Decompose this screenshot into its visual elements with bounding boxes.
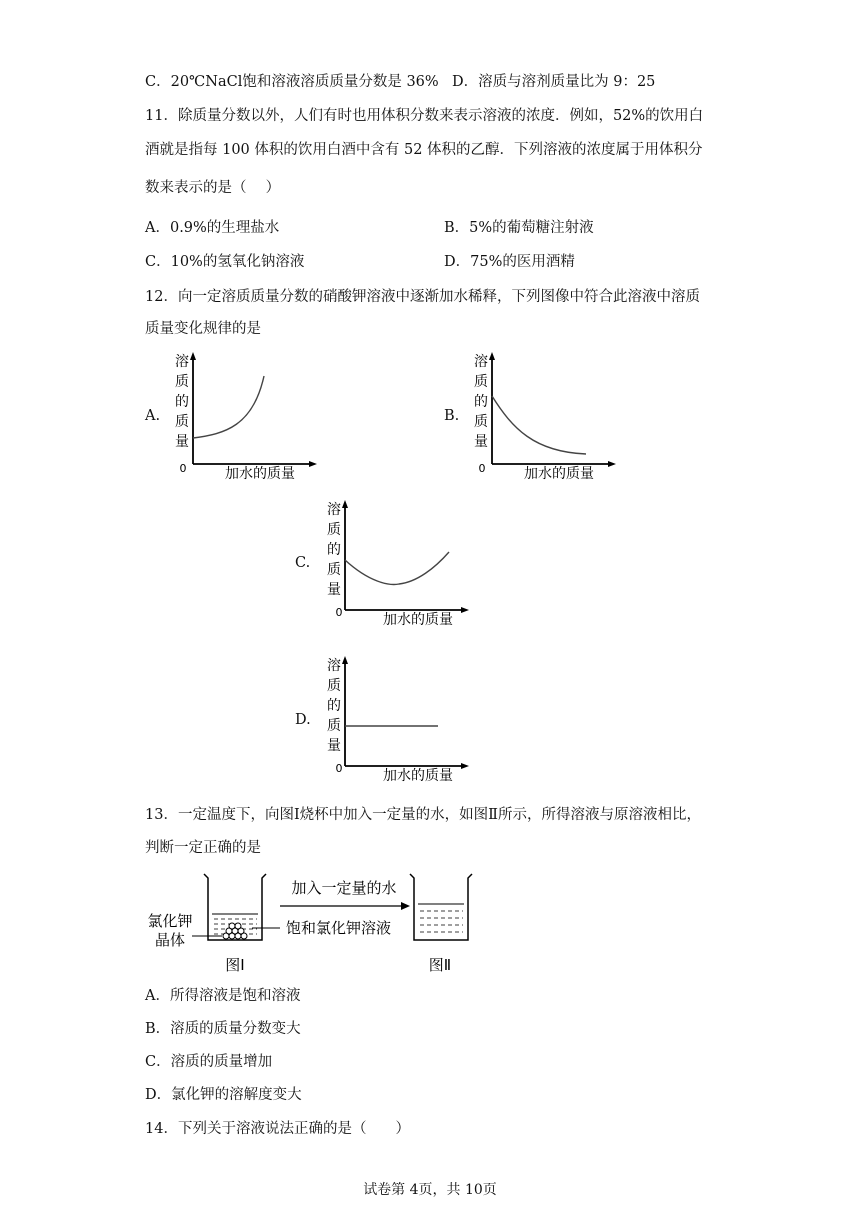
y-label-char: 溶 — [474, 354, 488, 370]
y-label-char: 的 — [175, 394, 189, 410]
y-label-char: 质 — [327, 678, 341, 694]
graph-c — [317, 496, 477, 631]
origin-label: 0 — [478, 462, 486, 475]
y-label-char: 质 — [175, 414, 189, 430]
q11-stem-line2: 酒就是指每 100 体积的饮用白酒中含有 52 体积的乙醇．下列溶液的浓度属于用体积分 — [145, 142, 703, 158]
y-label-char: 量 — [327, 738, 341, 754]
y-label-char: 量 — [474, 434, 488, 450]
y-label-char: 溶 — [327, 502, 341, 518]
x-axis-arrow — [309, 461, 317, 467]
arrow-head — [401, 902, 410, 910]
q13-option-d: D．氯化钾的溶解度变大 — [145, 1087, 302, 1103]
beaker-figure — [140, 866, 500, 978]
graph-b — [464, 348, 624, 483]
x-axis-label: 加水的质量 — [524, 466, 594, 482]
curve-u-shape — [345, 552, 449, 584]
y-label-char: 量 — [327, 582, 341, 598]
x-axis-label: 加水的质量 — [383, 768, 453, 784]
y-label-char: 的 — [327, 698, 341, 714]
y-axis-arrow — [342, 656, 348, 664]
page-footer: 试卷第 4页，共 10页 — [363, 1182, 497, 1198]
y-label-char: 的 — [474, 394, 488, 410]
y-label-char: 溶 — [327, 658, 341, 674]
curve-increasing — [193, 376, 264, 438]
graph-a — [165, 348, 325, 483]
solution-label: 饱和氯化钾溶液 — [286, 919, 392, 937]
q14-stem: 14．下列关于溶液说法正确的是（ ） — [145, 1121, 410, 1137]
figure-1-label: 图Ⅰ — [225, 956, 245, 974]
origin-label: 0 — [335, 606, 343, 619]
graph-a-label: A. — [145, 408, 161, 424]
y-label-char: 质 — [474, 374, 488, 390]
q10-option-d: D．溶质与溶剂质量比为 9：25 — [452, 74, 656, 90]
q12-stem-line2: 质量变化规律的是 — [145, 321, 261, 337]
x-axis-label: 加水的质量 — [383, 612, 453, 628]
q10-option-c: C．20℃NaCl饱和溶液溶质质量分数是 36% — [145, 74, 439, 90]
q11-stem-line1: 11．除质量分数以外，人们有时也用体积分数来表示溶液的浓度．例如，52%的饮用白 — [145, 108, 704, 124]
crystal-label-1: 氯化钾 — [147, 912, 193, 930]
origin-label: 0 — [335, 762, 343, 775]
y-label-char: 溶 — [175, 354, 189, 370]
q12-stem-line1: 12．向一定溶质质量分数的硝酸钾溶液中逐渐加水稀释，下列图像中符合此溶液中溶质 — [145, 289, 700, 305]
curve-decreasing — [492, 396, 586, 454]
x-axis-arrow — [461, 763, 469, 769]
q11-option-d: D．75%的医用酒精 — [444, 254, 575, 270]
crystals — [223, 923, 247, 939]
y-label-char: 质 — [474, 414, 488, 430]
graph-c-label: C. — [295, 555, 311, 571]
q11-option-a: A．0.9%的生理盐水 — [145, 220, 280, 236]
graph-d-label: D. — [295, 712, 311, 728]
q11-stem-line3: 数来表示的是（ ） — [145, 180, 281, 196]
origin-label: 0 — [179, 462, 187, 475]
y-axis-arrow — [342, 500, 348, 508]
q13-option-a: A．所得溶液是饱和溶液 — [145, 988, 301, 1004]
x-axis-arrow — [608, 461, 616, 467]
x-axis-label: 加水的质量 — [225, 466, 295, 482]
y-axis-arrow — [190, 352, 196, 360]
x-axis-arrow — [461, 607, 469, 613]
crystal-label-2: 晶体 — [154, 931, 186, 949]
q11-option-c: C．10%的氢氧化钠溶液 — [145, 254, 305, 270]
graph-b-label: B. — [444, 408, 460, 424]
q13-stem-line2: 判断一定正确的是 — [145, 840, 261, 856]
figure-2-label: 图Ⅱ — [428, 956, 452, 974]
y-label-char: 质 — [175, 374, 189, 390]
arrow-label: 加入一定量的水 — [291, 879, 397, 897]
y-label-char: 质 — [327, 522, 341, 538]
q13-option-c: C．溶质的质量增加 — [145, 1054, 273, 1070]
y-label-char: 质 — [327, 718, 341, 734]
q11-option-b: B．5%的葡萄糖注射液 — [444, 220, 594, 236]
graph-d — [317, 652, 477, 787]
q13-stem-line1: 13．一定温度下，向图Ⅰ烧杯中加入一定量的水，如图Ⅱ所示，所得溶液与原溶液相比， — [145, 807, 702, 823]
y-label-char: 质 — [327, 562, 341, 578]
beaker-2 — [410, 874, 472, 940]
y-axis-arrow — [489, 352, 495, 360]
y-label-char: 的 — [327, 542, 341, 558]
q13-option-b: B．溶质的质量分数变大 — [145, 1021, 301, 1037]
y-label-char: 量 — [175, 434, 189, 450]
